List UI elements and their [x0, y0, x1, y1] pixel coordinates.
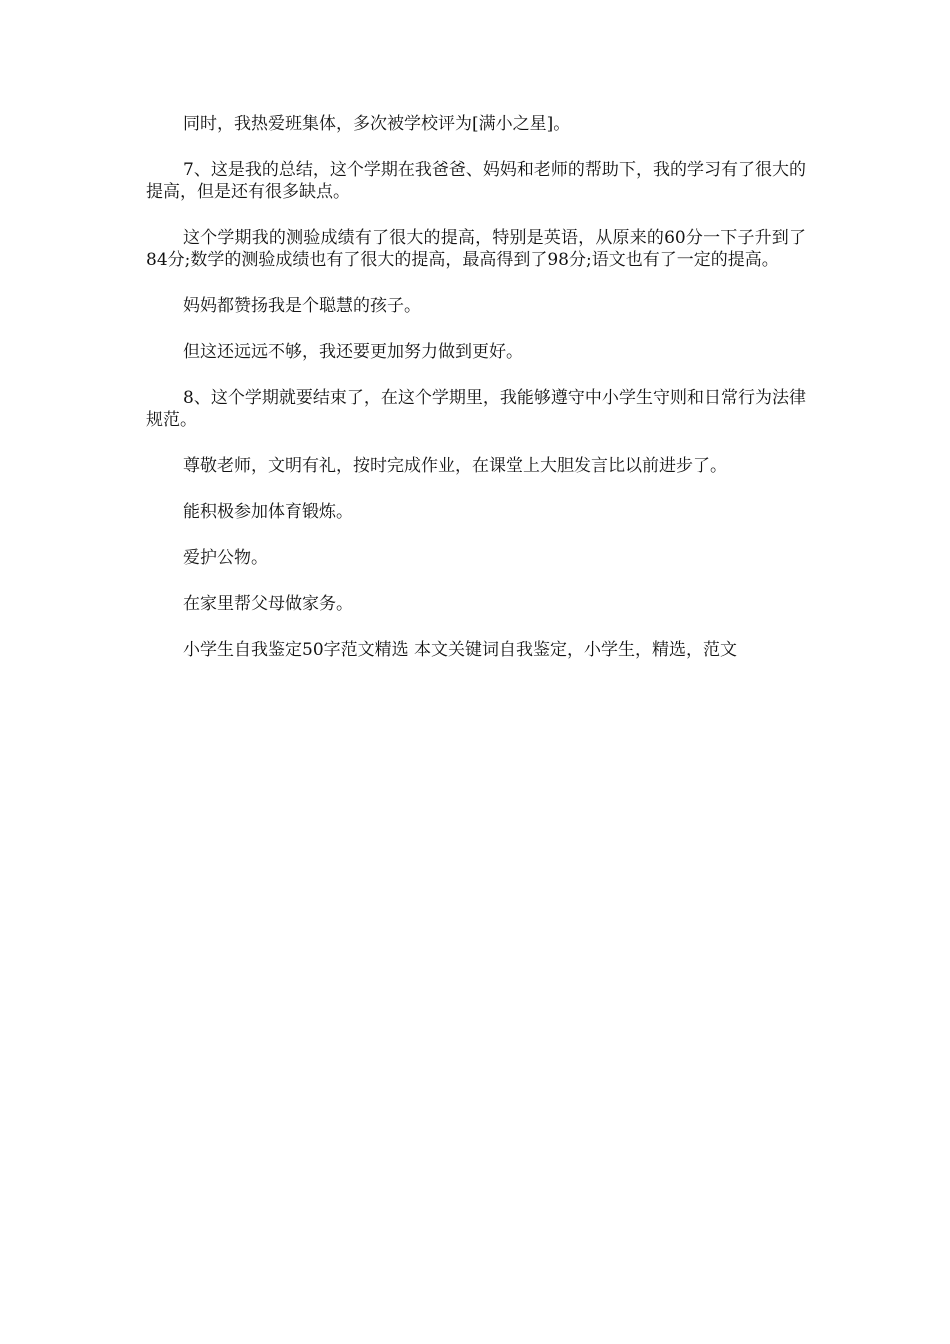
paragraph-keywords: 小学生自我鉴定50字范文精选 本文关键词自我鉴定，小学生，精选，范文 [183, 640, 738, 660]
paragraph-4: 妈妈都赞扬我是个聪慧的孩子。 [183, 296, 421, 316]
paragraph-3: 这个学期我的测验成绩有了很大的提高，特别是英语，从原来的60分一下子升到了84分;数学的测验成绩也有了很大的提高，最高得到了98分;语文也有了一定的提高。 [146, 228, 806, 270]
paragraph-1: 同时，我热爱班集体，多次被学校评为[满小之星]。 [183, 114, 571, 134]
paragraph-8: 能积极参加体育锻炼。 [183, 502, 353, 522]
paragraph-6: 8、这个学期就要结束了，在这个学期里，我能够遵守中小学生守则和日常行为法律规范。 [146, 388, 806, 430]
document-body [146, 113, 806, 685]
paragraph-5: 但这还远远不够，我还要更加努力做到更好。 [183, 342, 523, 362]
paragraph-10: 在家里帮父母做家务。 [183, 594, 353, 614]
paragraph-7: 尊敬老师，文明有礼，按时完成作业，在课堂上大胆发言比以前进步了。 [183, 456, 727, 476]
paragraph-2: 7、这是我的总结，这个学期在我爸爸、妈妈和老师的帮助下，我的学习有了很大的提高，但是还有很多缺点。 [146, 160, 806, 202]
paragraph-9: 爱护公物。 [183, 548, 268, 568]
